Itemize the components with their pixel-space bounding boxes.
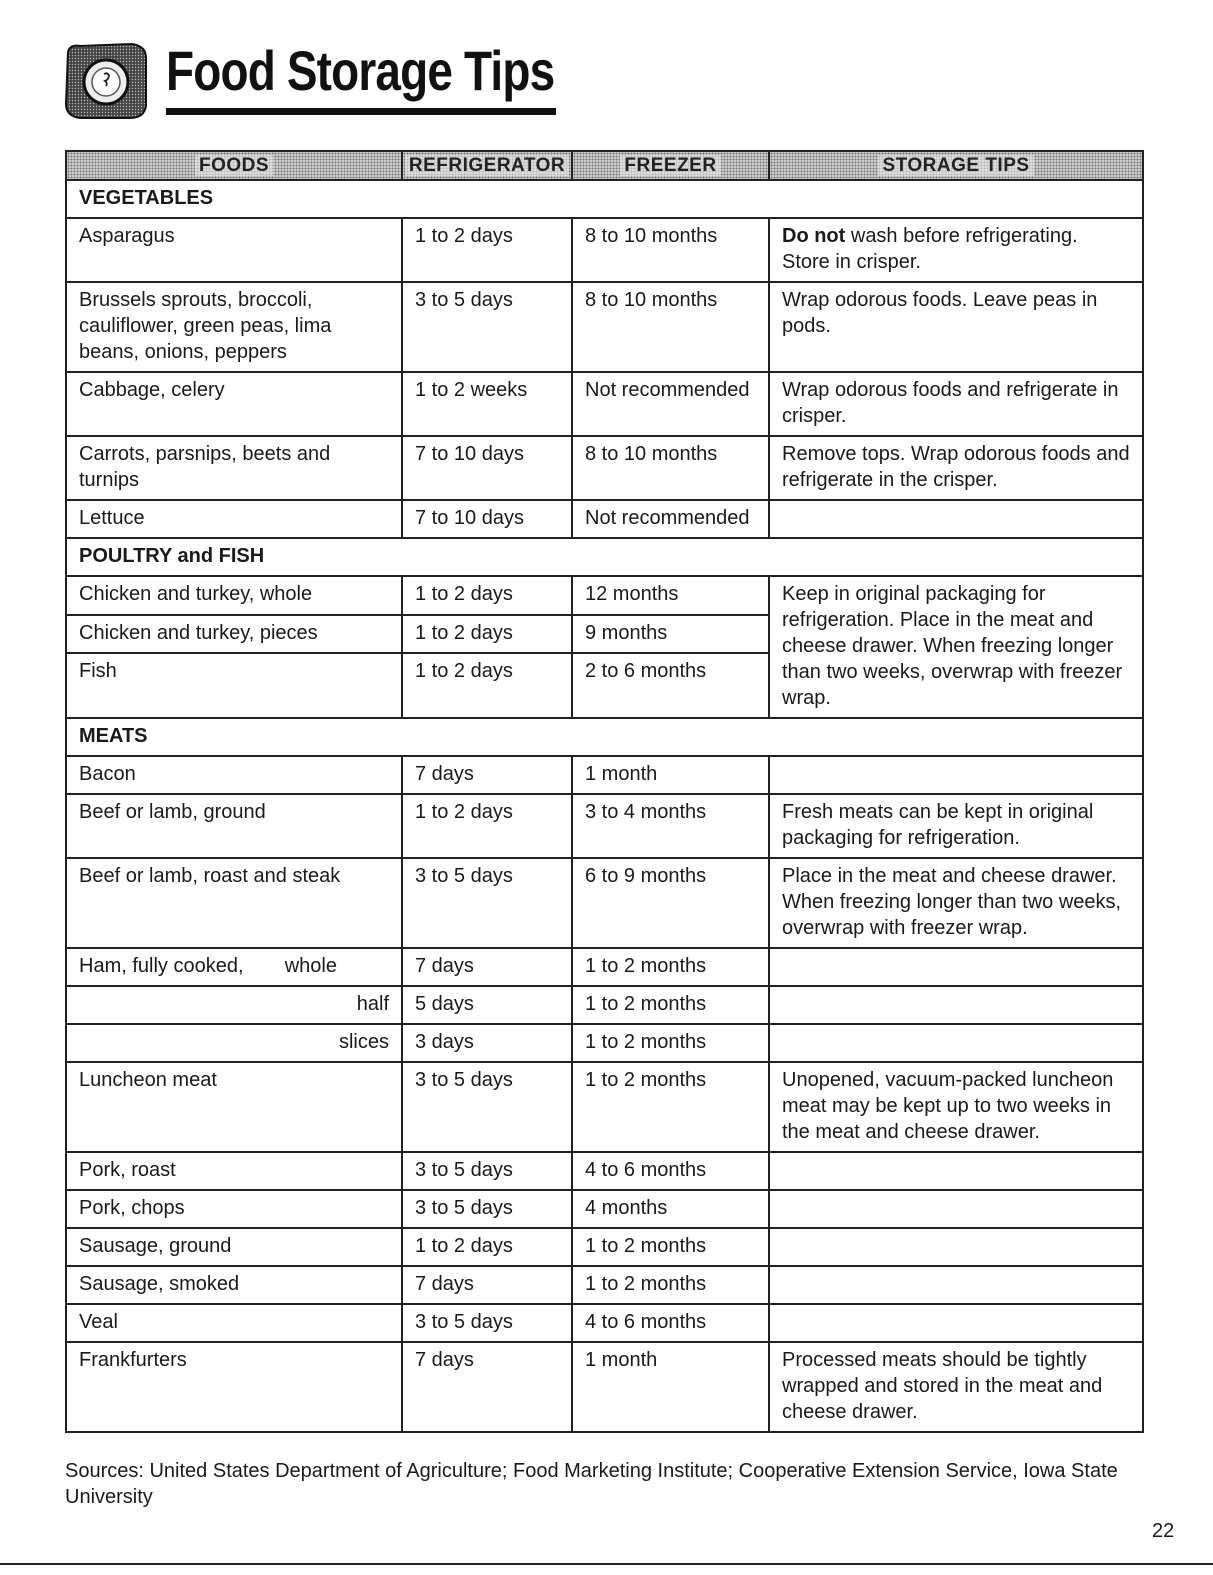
page-title: Food Storage Tips	[166, 39, 555, 102]
food-name: Fish	[66, 653, 402, 718]
page-number: 22	[1152, 1520, 1175, 1542]
food-storage-table	[65, 150, 1144, 1433]
storage-tip: Fresh meats can be kept in original packaging for refrigeration.	[769, 794, 1143, 858]
title-underline	[166, 108, 556, 115]
category-row	[66, 718, 1143, 756]
table-row	[66, 794, 1143, 858]
food-name-cut: whole	[284, 955, 337, 977]
refrigerator-time: 3 to 5 days	[402, 282, 572, 372]
freezer-time: 1 month	[572, 1342, 769, 1432]
food-name: Chicken and turkey, whole	[66, 576, 402, 615]
storage-tip: Wrap odorous foods. Leave peas in pods.	[769, 282, 1143, 372]
refrigerator-time: 3 days	[402, 1024, 572, 1062]
storage-tip: Unopened, vacuum-packed luncheon meat may be kept up to two weeks in the meat and cheese drawer.	[769, 1062, 1143, 1152]
food-name-cut: half	[66, 986, 402, 1024]
storage-tip	[769, 1228, 1143, 1266]
table-row	[66, 1342, 1143, 1432]
table-row	[66, 1062, 1143, 1152]
table-row	[66, 986, 1143, 1024]
storage-tip-text: wash before refrigerating. Store in crisper.	[782, 225, 1078, 273]
refrigerator-time: 3 to 5 days	[402, 1152, 572, 1190]
table-row	[66, 500, 1143, 538]
footer-rule	[0, 1563, 1213, 1565]
food-name: Chicken and turkey, pieces	[66, 615, 402, 654]
category-row	[66, 538, 1143, 576]
column-header-refrigerator: REFRIGERATOR	[402, 151, 572, 180]
table-row	[66, 1304, 1143, 1342]
column-header-foods: FOODS	[66, 151, 402, 180]
table-header-row	[66, 151, 1143, 180]
storage-tip	[769, 1266, 1143, 1304]
category-vegetables: VEGETABLES	[66, 180, 1143, 218]
category-meats: MEATS	[66, 718, 1143, 756]
refrigerator-time: 1 to 2 days	[402, 653, 572, 718]
freezer-time: 6 to 9 months	[572, 858, 769, 948]
refrigerator-time: 1 to 2 days	[402, 794, 572, 858]
category-row	[66, 180, 1143, 218]
refrigerator-time: 7 days	[402, 1266, 572, 1304]
storage-tip: Processed meats should be tightly wrapped and stored in the meat and cheese drawer.	[769, 1342, 1143, 1432]
table-row	[66, 1152, 1143, 1190]
table-row	[66, 282, 1143, 372]
freezer-time: 8 to 10 months	[572, 436, 769, 500]
freezer-time: 1 to 2 months	[572, 1266, 769, 1304]
refrigerator-time: 7 to 10 days	[402, 500, 572, 538]
freezer-time: 1 to 2 months	[572, 948, 769, 986]
storage-tip-emphasis: Do not	[782, 225, 846, 247]
refrigerator-badge-icon	[62, 42, 150, 120]
refrigerator-time: 7 days	[402, 756, 572, 794]
food-name-cut: slices	[66, 1024, 402, 1062]
table-row	[66, 948, 1143, 986]
storage-tip	[769, 1152, 1143, 1190]
food-name: Pork, chops	[66, 1190, 402, 1228]
table-row	[66, 756, 1143, 794]
refrigerator-time: 3 to 5 days	[402, 1304, 572, 1342]
freezer-time: 4 months	[572, 1190, 769, 1228]
freezer-time: 1 to 2 months	[572, 1024, 769, 1062]
food-name	[66, 948, 402, 986]
storage-tip	[769, 1024, 1143, 1062]
category-poultry-and-fish: POULTRY and FISH	[66, 538, 1143, 576]
table-row	[66, 1190, 1143, 1228]
freezer-time: 4 to 6 months	[572, 1152, 769, 1190]
refrigerator-time: 7 days	[402, 948, 572, 986]
refrigerator-time: 1 to 2 days	[402, 218, 572, 282]
table-row	[66, 1266, 1143, 1304]
freezer-time: 9 months	[572, 615, 769, 654]
food-name: Sausage, ground	[66, 1228, 402, 1266]
table-row	[66, 576, 1143, 615]
storage-tip	[769, 1304, 1143, 1342]
storage-tip	[769, 1190, 1143, 1228]
food-name: Lettuce	[66, 500, 402, 538]
column-header-freezer: FREEZER	[572, 151, 769, 180]
storage-tip: Place in the meat and cheese drawer. When freezing longer than two weeks, overwrap with freezer wrap.	[769, 858, 1143, 948]
storage-tip: Remove tops. Wrap odorous foods and refrigerate in the crisper.	[769, 436, 1143, 500]
food-name: Bacon	[66, 756, 402, 794]
freezer-time: Not recommended	[572, 372, 769, 436]
freezer-time: 8 to 10 months	[572, 218, 769, 282]
refrigerator-time: 5 days	[402, 986, 572, 1024]
freezer-time: 1 month	[572, 756, 769, 794]
storage-tip	[769, 500, 1143, 538]
food-name: Beef or lamb, ground	[66, 794, 402, 858]
table-row	[66, 1024, 1143, 1062]
food-name: Sausage, smoked	[66, 1266, 402, 1304]
freezer-time: 12 months	[572, 576, 769, 615]
freezer-time: 1 to 2 months	[572, 1228, 769, 1266]
table-row	[66, 218, 1143, 282]
refrigerator-time: 1 to 2 days	[402, 576, 572, 615]
storage-tip	[769, 948, 1143, 986]
freezer-time: Not recommended	[572, 500, 769, 538]
food-name: Veal	[66, 1304, 402, 1342]
refrigerator-time: 7 days	[402, 1342, 572, 1432]
food-name: Asparagus	[66, 218, 402, 282]
food-name: Beef or lamb, roast and steak	[66, 858, 402, 948]
storage-tip: Keep in original packaging for refrigeration. Place in the meat and cheese drawer. When freezing longer than two weeks, overwrap with freezer wrap.	[769, 576, 1143, 718]
page-header	[62, 40, 562, 122]
freezer-time: 1 to 2 months	[572, 986, 769, 1024]
column-header-storage-tips: STORAGE TIPS	[769, 151, 1143, 180]
refrigerator-time: 7 to 10 days	[402, 436, 572, 500]
freezer-time: 8 to 10 months	[572, 282, 769, 372]
storage-tip: Wrap odorous foods and refrigerate in crisper.	[769, 372, 1143, 436]
food-name: Carrots, parsnips, beets and turnips	[66, 436, 402, 500]
food-name: Frankfurters	[66, 1342, 402, 1432]
refrigerator-time: 3 to 5 days	[402, 858, 572, 948]
table-row	[66, 858, 1143, 948]
food-name-main: Ham, fully cooked,	[79, 955, 244, 977]
food-name: Cabbage, celery	[66, 372, 402, 436]
table-row	[66, 1228, 1143, 1266]
freezer-time: 4 to 6 months	[572, 1304, 769, 1342]
storage-tip	[769, 756, 1143, 794]
freezer-time: 2 to 6 months	[572, 653, 769, 718]
food-name: Brussels sprouts, broccoli, cauliflower, green peas, lima beans, onions, peppers	[66, 282, 402, 372]
freezer-time: 3 to 4 months	[572, 794, 769, 858]
refrigerator-time: 1 to 2 days	[402, 1228, 572, 1266]
storage-tip	[769, 986, 1143, 1024]
refrigerator-time: 1 to 2 weeks	[402, 372, 572, 436]
storage-tip	[769, 218, 1143, 282]
refrigerator-time: 3 to 5 days	[402, 1062, 572, 1152]
sources-note: Sources: United States Department of Agriculture; Food Marketing Institute; Cooperative Extension Service, Iowa State University	[65, 1460, 1118, 1508]
table-row	[66, 436, 1143, 500]
freezer-time: 1 to 2 months	[572, 1062, 769, 1152]
refrigerator-time: 1 to 2 days	[402, 615, 572, 654]
table-row	[66, 372, 1143, 436]
food-name: Luncheon meat	[66, 1062, 402, 1152]
refrigerator-time: 3 to 5 days	[402, 1190, 572, 1228]
food-name: Pork, roast	[66, 1152, 402, 1190]
